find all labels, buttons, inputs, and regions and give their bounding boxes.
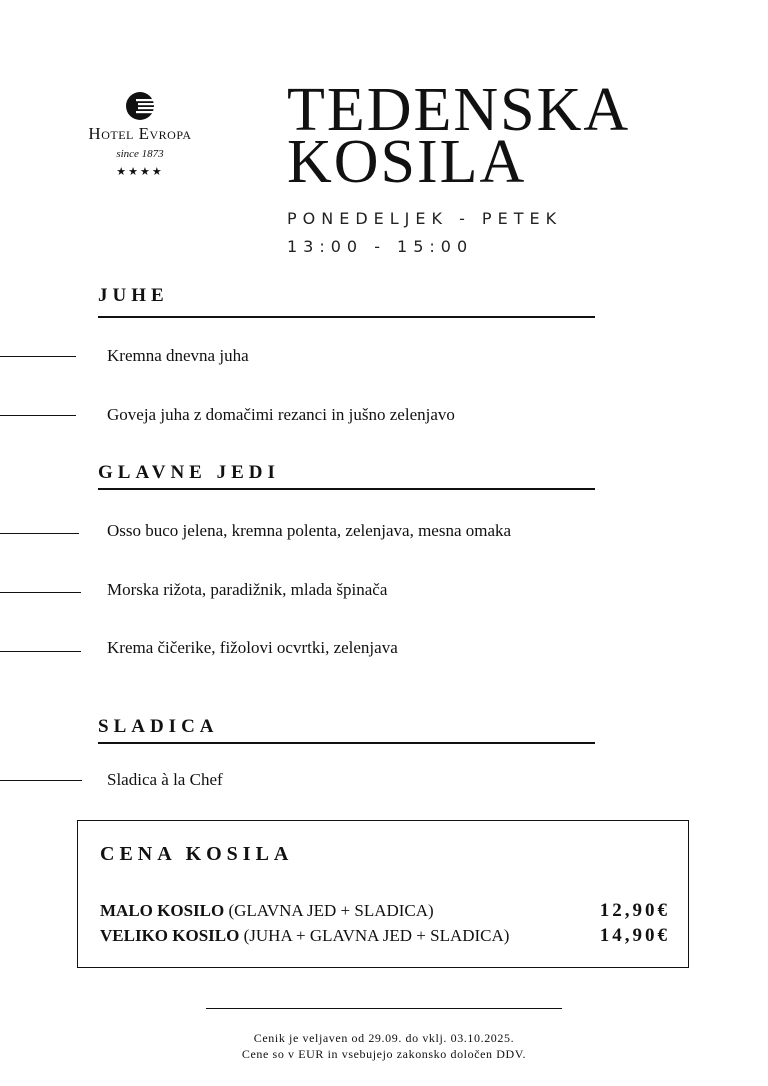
price-label: VELIKO KOSILO (JUHA + GLAVNA JED + SLADICA) (100, 926, 510, 945)
item-line (0, 415, 76, 416)
price-row (100, 925, 670, 947)
section-rule (98, 742, 595, 744)
schedule (287, 205, 562, 261)
price-row (100, 900, 670, 922)
price-value: 12,90€ (599, 900, 670, 921)
item-line (0, 533, 79, 534)
price-value: 14,90€ (599, 925, 670, 946)
item-line (0, 592, 81, 593)
item-line (0, 356, 76, 357)
title-line-2: KOSILA (287, 128, 527, 196)
hotel-logo (60, 90, 220, 178)
schedule-hours: 13:00 - 15:00 (287, 237, 474, 256)
title-line-1: TEDENSKA (287, 76, 631, 144)
item-line (0, 651, 81, 652)
page-title (287, 76, 631, 196)
footer-note (0, 1030, 768, 1062)
item-line (0, 780, 82, 781)
hotel-emblem-icon (124, 90, 156, 122)
price-label: MALO KOSILO (GLAVNA JED + SLADICA) (100, 901, 434, 920)
menu-item: Sladica à la Chef (107, 770, 223, 789)
hotel-stars: ★★★★ (116, 166, 164, 178)
section-heading-juhe: JUHE (98, 285, 169, 306)
menu-item: Kremna dnevna juha (107, 346, 249, 365)
footer-line-1: Cenik je veljaven od 29.09. do vklj. 03.10.2025. (253, 1031, 515, 1045)
menu-item: Goveja juha z domačimi rezanci in jušno zelenjavo (107, 405, 455, 424)
section-rule (98, 488, 595, 490)
hotel-name: Hotel Evropa (88, 124, 192, 143)
menu-item: Osso buco jelena, kremna polenta, zelenjava, mesna omaka (107, 521, 512, 540)
price-heading: CENA KOSILA (100, 843, 294, 865)
schedule-days: PONEDELJEK - PETEK (287, 209, 563, 228)
section-rule (98, 316, 595, 318)
footer-line-2: Cene so v EUR in vsebujejo zakonsko določen DDV. (241, 1047, 527, 1061)
section-heading-glavne-jedi: GLAVNE JEDI (98, 462, 280, 483)
hotel-since: since 1873 (116, 148, 164, 160)
menu-item: Morska rižota, paradižnik, mlada špinača (107, 580, 388, 599)
section-heading-sladica: SLADICA (98, 716, 219, 737)
menu-item: Krema čičerike, fižolovi ocvrtki, zelenjava (107, 638, 398, 657)
footer-rule (206, 1008, 562, 1009)
